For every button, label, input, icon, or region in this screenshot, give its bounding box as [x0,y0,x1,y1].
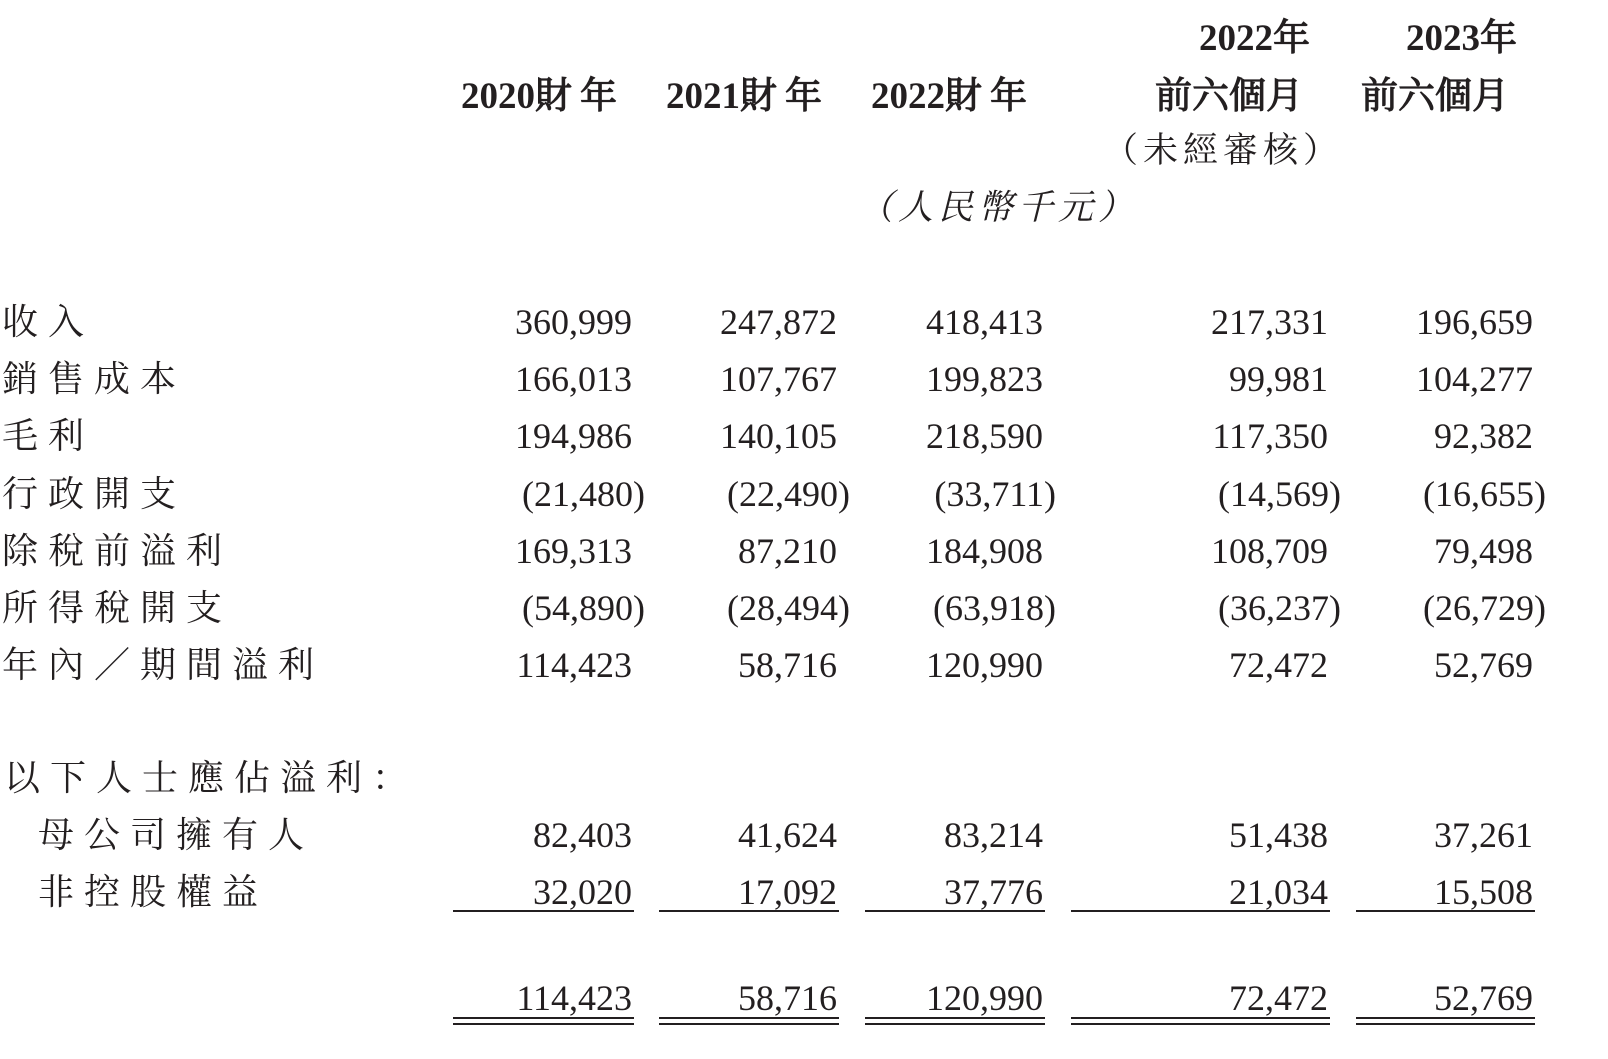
total-double-underline-bottom [659,1023,839,1025]
row-5-value-col3: 184,908 [926,531,1043,571]
row-7-value-col1: 114,423 [516,645,632,685]
col1-header: 2020財年 [461,76,625,117]
attributable-row-label: 非控股權益 [38,872,269,912]
total-double-underline-bottom [1071,1023,1330,1025]
subtotal-underline [865,910,1045,912]
row-1-value-col2: 247,872 [720,302,837,342]
attributable-heading: 以下人士應佔溢利： [4,758,419,798]
attributable-row-1-value-col1: 82,403 [533,815,632,855]
currency-unit-note: （人民幣千元） [858,188,1139,227]
subtotal-underline [659,910,839,912]
col5-header-line2: 前六個月 [1361,76,1509,117]
row-5-value-col2: 87,210 [738,531,837,571]
col4-header-line2: 前六個月 [1155,76,1303,117]
attributable-row-2-value-col1: 32,020 [533,872,632,912]
total-double-underline-bottom [453,1023,634,1025]
row-7-value-col4: 72,472 [1229,645,1328,685]
row-label: 除稅前溢利 [2,531,233,571]
row-6-value-col2: (28,494) [727,588,850,628]
attributable-row-1-value-col2: 41,624 [738,815,837,855]
row-4-value-col2: (22,490) [727,474,850,514]
row-4-value-col5: (16,655) [1423,474,1546,514]
attributable-row-label: 母公司擁有人 [38,815,315,855]
col4-header-line1: 2022年 [1199,18,1318,59]
row-label: 毛利 [2,416,95,456]
row-3-value-col2: 140,105 [720,416,837,456]
row-3-value-col3: 218,590 [926,416,1043,456]
row-1-value-col1: 360,999 [515,302,632,342]
row-3-value-col4: 117,350 [1212,416,1328,456]
col3-header: 2022財年 [871,76,1035,117]
attributable-row-2-value-col5: 15,508 [1434,872,1533,912]
total-double-underline-bottom [1356,1023,1535,1025]
row-label: 所得稅開支 [2,588,233,628]
row-3-value-col1: 194,986 [515,416,632,456]
row-label: 銷售成本 [2,359,187,399]
row-7-value-col5: 52,769 [1434,645,1533,685]
row-4-value-col3: (33,711) [934,474,1056,514]
row-2-value-col5: 104,277 [1416,359,1533,399]
attributable-row-1-value-col3: 83,214 [944,815,1043,855]
row-7-value-col2: 58,716 [738,645,837,685]
row-4-value-col1: (21,480) [522,474,645,514]
attributable-row-1-value-col4: 51,438 [1229,815,1328,855]
attributable-row-2-value-col2: 17,092 [738,872,837,912]
subtotal-underline [1071,910,1330,912]
row-2-value-col2: 107,767 [720,359,837,399]
row-7-value-col3: 120,990 [926,645,1043,685]
row-2-value-col3: 199,823 [926,359,1043,399]
subtotal-underline [453,910,634,912]
row-2-value-col1: 166,013 [515,359,632,399]
row-6-value-col5: (26,729) [1423,588,1546,628]
unaudited-note: （未經審核） [1103,131,1344,170]
row-3-value-col5: 92,382 [1434,416,1533,456]
row-6-value-col4: (36,237) [1218,588,1341,628]
row-label: 收入 [2,302,95,342]
row-label: 年內／期間溢利 [2,645,325,685]
total-value-col2: 58,716 [738,978,837,1018]
total-value-col1: 114,423 [516,978,632,1018]
attributable-row-2-value-col3: 37,776 [944,872,1043,912]
subtotal-underline [1356,910,1535,912]
row-2-value-col4: 99,981 [1229,359,1328,399]
row-1-value-col3: 418,413 [926,302,1043,342]
row-1-value-col5: 196,659 [1416,302,1533,342]
row-4-value-col4: (14,569) [1218,474,1341,514]
row-5-value-col1: 169,313 [515,531,632,571]
row-5-value-col5: 79,498 [1434,531,1533,571]
row-label: 行政開支 [2,474,187,514]
attributable-row-2-value-col4: 21,034 [1229,872,1328,912]
row-1-value-col4: 217,331 [1211,302,1328,342]
row-5-value-col4: 108,709 [1211,531,1328,571]
total-value-col5: 52,769 [1434,978,1533,1018]
col2-header: 2021財年 [666,76,830,117]
total-double-underline-bottom [865,1023,1045,1025]
row-6-value-col1: (54,890) [522,588,645,628]
attributable-row-1-value-col5: 37,261 [1434,815,1533,855]
row-6-value-col3: (63,918) [933,588,1056,628]
col5-header-line1: 2023年 [1406,18,1525,59]
total-value-col4: 72,472 [1229,978,1328,1018]
total-value-col3: 120,990 [926,978,1043,1018]
